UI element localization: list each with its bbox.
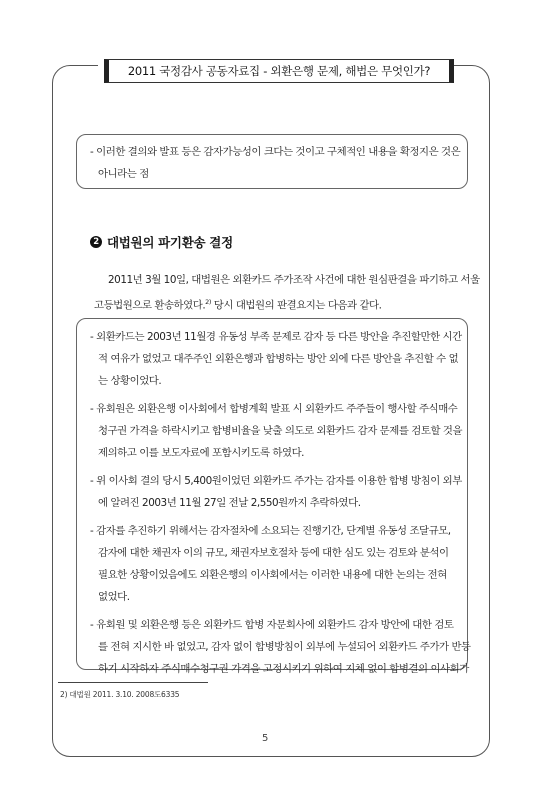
ruling-line-2: 적 여유가 없었고 대주주인 외환은행과 합병하는 방안 외에 다른 방안을 추진할 수 없 — [98, 353, 459, 365]
header-title: 2011 국정감사 공동자료집 - 외환은행 문제, 해법은 무엇인가? — [127, 64, 431, 78]
ruling-line-11: 필요한 상황이었음에도 외환은행의 이사회에서는 이러한 내용에 대한 논의는 전혀 — [98, 569, 447, 581]
ruling-line-7: - 위 이사회 결의 당시 5,400원이었던 외환카드 주가는 감자를 이용한 합병 방침이 외부 — [90, 475, 462, 487]
summary-line-1: - 이러한 결의와 발표 등은 감자가능성이 크다는 것이고 구체적인 내용을 확정지은 것은 — [90, 146, 461, 158]
ruling-line-12: 없었다. — [98, 591, 130, 603]
header-title-box — [104, 59, 454, 83]
intro-line-2: 고등법원으로 환송하였다.$^{2)}$ 당시 대법원의 판결요지는 다음과 같다. — [94, 298, 382, 312]
ruling-line-14: 를 전혀 지시한 바 없었고, 감자 없이 합병방침이 외부에 누설되어 외환카드 주가가 반등 — [98, 641, 471, 653]
ruling-line-9: - 감자를 추진하기 위해서는 감자절차에 소요되는 진행기간, 단계별 유동성 조달규모, — [90, 525, 451, 537]
footnote-text: 2) 대법원 2011. 3.10. 2008도6335 — [60, 690, 180, 699]
section-title: 대법원의 파기환송 결정 — [107, 235, 233, 250]
section-heading — [90, 233, 233, 251]
ruling-line-10: 감자에 대한 채권자 이의 규모, 채권자보호절차 등에 대한 심도 있는 검토와 분석이 — [98, 547, 449, 559]
ruling-line-3: 는 상황이었다. — [98, 375, 162, 387]
footnote-divider — [58, 682, 208, 683]
ruling-line-13: - 유회원 및 외환은행 등은 외환카드 합병 자문회사에 외환카드 감자 방안에 대한 검토 — [90, 619, 454, 631]
ruling-line-5: 청구권 가격을 하락시키고 합병비율을 낮출 의도로 외환카드 감자 문제를 검토할 것을 — [98, 425, 463, 437]
ruling-line-6: 제의하고 이를 보도자료에 포함시키도록 하였다. — [98, 447, 305, 459]
ruling-line-8: 에 알려진 2003년 11월 27일 전날 2,550원까지 추락하였다. — [98, 497, 361, 509]
page-number: 5 — [262, 733, 269, 744]
section-number-badge: 2 — [90, 236, 102, 248]
summary-line-2: 아니라는 점 — [98, 168, 149, 180]
footnote-ref[interactable]: 2) — [205, 298, 211, 306]
intro-line-1: 2011년 3월 10일, 대법원은 외환카드 주가조작 사건에 대한 원심판결을 파기하고 서울 — [108, 274, 480, 286]
ruling-line-15: 하기 시작하자 주식매수청구권 가격을 고정시키기 위하여 지체 없이 합병결의 이사회가 — [98, 663, 469, 675]
ruling-line-4: - 유회원은 외환은행 이사회에서 합병계획 발표 시 외환카드 주주들이 행사할 주식매수 — [90, 403, 458, 415]
ruling-line-1: - 외환카드는 2003년 11월경 유동성 부족 문제로 감자 등 다른 방안을 추진할만한 시간 — [90, 331, 462, 343]
